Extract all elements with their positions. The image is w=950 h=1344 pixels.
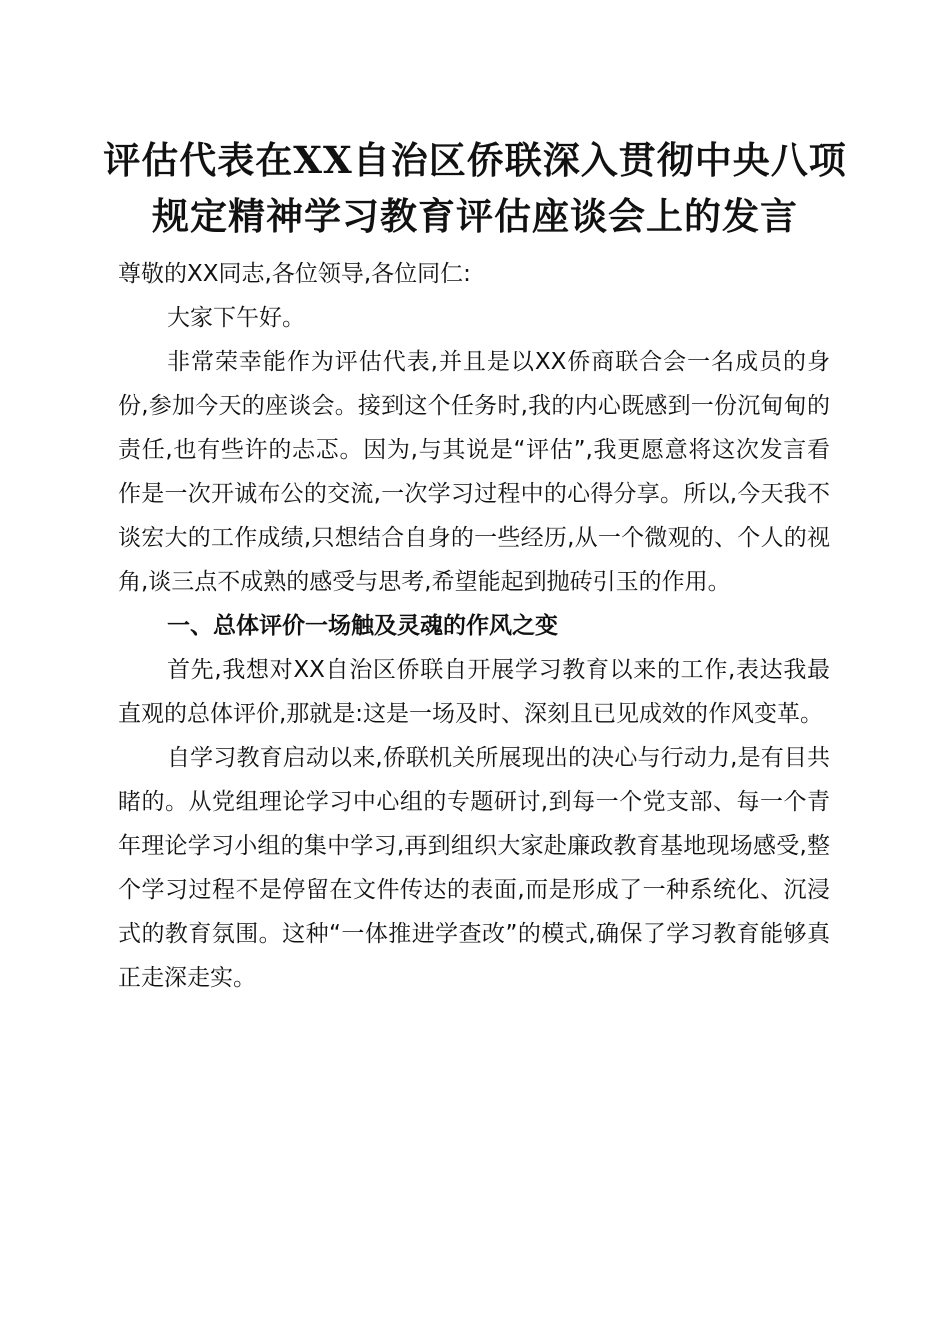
title-line-2: 规定精神学习教育评估座谈会上的发言: [152, 194, 798, 238]
paragraph-intro: 非常荣幸能作为评估代表,并且是以XX侨商联合会一名成员的身份,参加今天的座谈会。接到这个任务时,我的内心既感到一份沉甸甸的责任,也有些许的忐忑。因为,与其说是“评估”,我更愿意将这次发言看作是一次开诚布公的交流,一次学习过程中的心得分享。所以,今天我不谈宏大的工作成绩,只想结合自身的一些经历,从一个微观的、个人的视角,谈三点不成熟的感受与思考,希望能起到抛砖引玉的作用。: [118, 349, 830, 595]
document-title: [80, 132, 870, 244]
greeting: 大家下午好。: [167, 305, 305, 331]
document-body: [118, 252, 830, 1000]
paragraph-evaluation: 首先,我想对XX自治区侨联自开展学习教育以来的工作,表达我最直观的总体评价,那就是:这是一场及时、深刻且已见成效的作风变革。: [118, 657, 830, 727]
section-heading-1: 一、总体评价一场触及灵魂的作风之变: [167, 613, 558, 639]
salutation: 尊敬的XX同志,各位领导,各位同仁:: [118, 261, 471, 287]
title-line-1: 评估代表在XX自治区侨联深入贯彻中央八项: [103, 138, 847, 182]
paragraph-study-process: 自学习教育启动以来,侨联机关所展现出的决心与行动力,是有目共睹的。从党组理论学习中心组的专题研讨,到每一个党支部、每一个青年理论学习小组的集中学习,再到组织大家赴廉政教育基地现场感受,整个学习过程不是停留在文件传达的表面,而是形成了一种系统化、沉浸式的教育氛围。这种“一体推进学查改”的模式,确保了学习教育能够真正走深走实。: [118, 745, 830, 991]
